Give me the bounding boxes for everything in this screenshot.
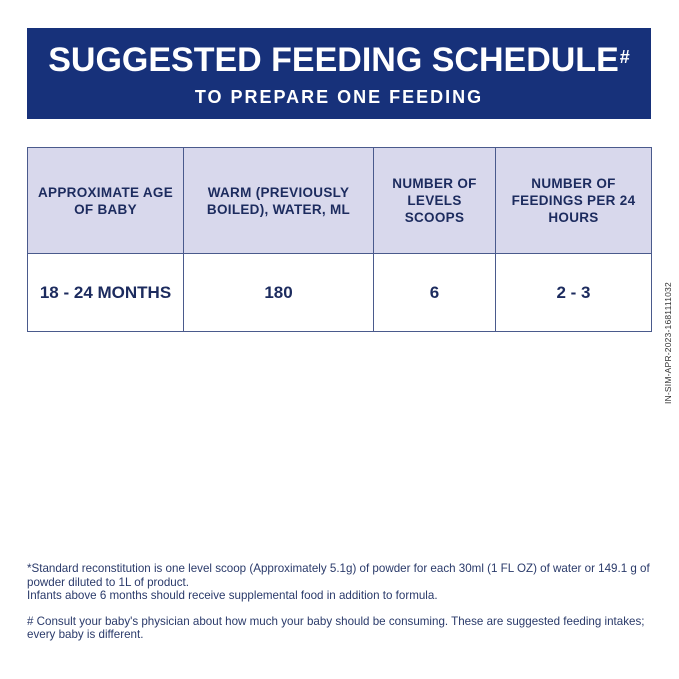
- feeding-schedule-table: [27, 147, 652, 332]
- footnote-consult: # Consult your baby's physician about how much your baby should be consuming. These are suggested feeding intakes; every baby is different.: [27, 614, 645, 642]
- document-code: IN-SIM-APR-2023-1681111032: [663, 282, 673, 404]
- page-subtitle: TO PREPARE ONE FEEDING: [194, 87, 484, 107]
- header-water: WARM (PREVIOUSLY BOILED), WATER, ML: [184, 148, 374, 254]
- header-feedings: NUMBER OF FEEDINGS PER 24 HOURS: [496, 148, 652, 254]
- header-age: APPROXIMATE AGE OF BABY: [28, 148, 184, 254]
- page-title-text: SUGGESTED FEEDING SCHEDULE: [48, 41, 619, 79]
- header-scoops: NUMBER OF LEVELS SCOOPS: [374, 148, 496, 254]
- table-row: [28, 254, 652, 332]
- cell-age: 18 - 24 MONTHS: [28, 254, 184, 332]
- title-footnote-mark: #: [619, 47, 630, 67]
- page-title: [27, 40, 651, 80]
- footnote-reconstitution: *Standard reconstitution is one level scoop (Approximately 5.1g) of powder for each 30ml (1 FL OZ) of water or 149.1 g of powder diluted to 1L of product.: [27, 562, 650, 589]
- cell-feedings: 2 - 3: [496, 254, 652, 332]
- footnotes: [27, 562, 655, 642]
- cell-scoops: 6: [374, 254, 496, 332]
- footnote-supplemental: Infants above 6 months should receive supplemental food in addition to formula.: [27, 589, 438, 603]
- cell-water: 180: [184, 254, 374, 332]
- table-header-row: [28, 148, 652, 254]
- title-banner: [27, 28, 651, 119]
